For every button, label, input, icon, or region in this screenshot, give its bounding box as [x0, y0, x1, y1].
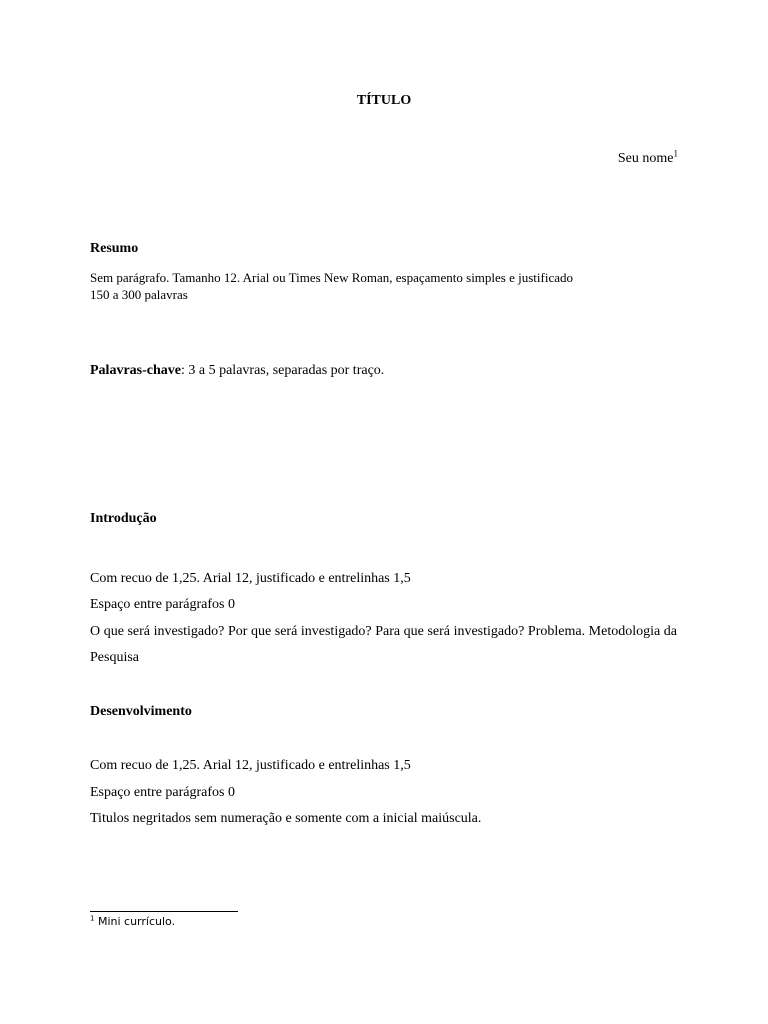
introduction-heading: Introdução: [90, 511, 157, 526]
development-heading: Desenvolvimento: [90, 704, 192, 719]
abstract-heading: Resumo: [90, 241, 139, 256]
development-line-2: Espaço entre parágrafos 0: [90, 785, 235, 800]
development-line-3: Titulos negritados sem numeração e somente com a inicial maiúscula.: [90, 811, 482, 826]
abstract-line-1: Sem parágrafo. Tamanho 12. Arial ou Times New Roman, espaçamento simples e justificado: [90, 270, 574, 285]
author-footnote-mark: 1: [673, 148, 678, 159]
abstract-line-2: 150 a 300 palavras: [90, 287, 188, 302]
keywords-label: Palavras-chave: [90, 363, 181, 378]
introduction-paragraph: O que será investigado? Por que será investigado? Para que será investigado? Problema. Metodologia da Pesquisa: [90, 624, 677, 665]
keywords-line: [90, 363, 677, 379]
document-title: TÍTULO: [356, 93, 412, 108]
author-name: [617, 148, 678, 167]
development-line-1: Com recuo de 1,25. Arial 12, justificado e entrelinhas 1,5: [90, 758, 411, 773]
footnote-text: Mini currículo.: [94, 915, 176, 928]
introduction-line-1: Com recuo de 1,25. Arial 12, justificado e entrelinhas 1,5: [90, 571, 411, 586]
author-name-text: Seu nome: [617, 151, 674, 166]
footnote-separator: [90, 911, 238, 912]
keywords-text: : 3 a 5 palavras, separadas por traço.: [180, 363, 385, 378]
footnote: [90, 915, 175, 928]
footnote-mark: 1: [90, 914, 95, 923]
introduction-line-2: Espaço entre parágrafos 0: [90, 597, 235, 612]
